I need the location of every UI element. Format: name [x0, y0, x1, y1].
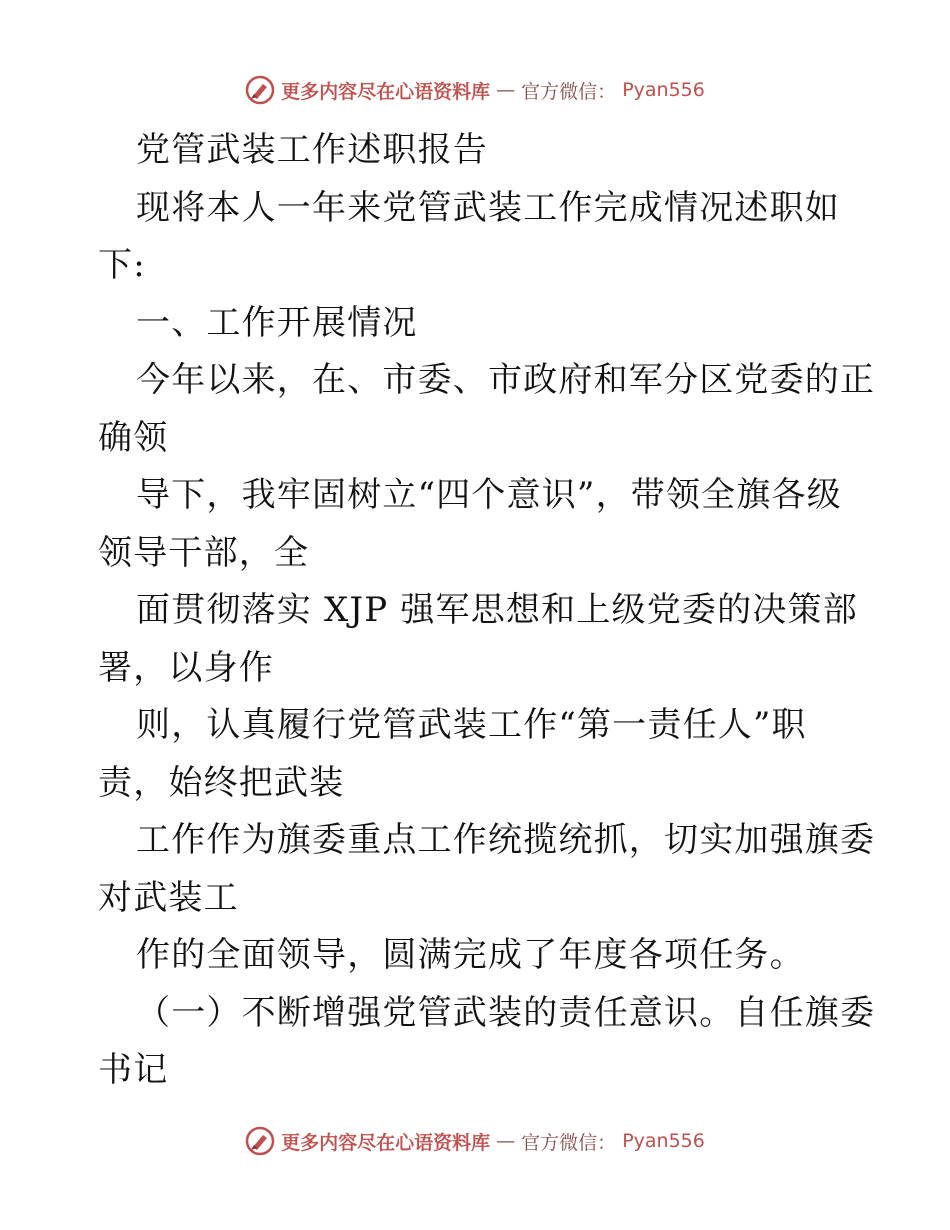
pen-logo-icon [245, 75, 275, 105]
watermark-id-text: Pyan556 [622, 79, 705, 101]
document-line: 责，始终把武装 [98, 762, 345, 803]
document-line: 导下，我牢固树立“四个意识”，带领全旗各级 [136, 475, 842, 515]
footer-watermark [0, 1121, 950, 1161]
document-line: 对武装工 [98, 877, 239, 918]
watermark-dash: — [496, 1130, 516, 1152]
document-line: 则，认真履行党管武装工作“第一责任人”职 [136, 705, 807, 745]
watermark-sub-text: 官方微信： [521, 80, 617, 103]
document-line: 领导干部，全 [98, 532, 310, 573]
document-line: 一、工作开展情况 [136, 302, 418, 343]
document-line: 署，以身作 [98, 647, 274, 688]
document-line: 面贯彻落实 XJP 强军思想和上级党委的决策部 [136, 590, 858, 630]
watermark-id-text: Pyan556 [622, 1130, 705, 1152]
watermark-main-text: 更多内容尽在心语资料库 [281, 80, 491, 103]
pen-logo-icon [245, 1126, 275, 1156]
document-line: 下: [98, 245, 146, 285]
document-line: 党管武装工作述职报告 [136, 130, 488, 170]
header-watermark [0, 70, 950, 110]
document-line: 工作作为旗委重点工作统揽统抓，切实加强旗委 [136, 820, 876, 860]
document-body [98, 122, 876, 1100]
watermark-dash: — [496, 79, 516, 101]
document-line: 确领 [98, 417, 169, 458]
document-line: 今年以来，在、市委、市政府和军分区党委的正 [136, 360, 876, 400]
document-line: 作的全面领导，圆满完成了年度各项任务。 [136, 935, 805, 975]
document-line: 现将本人一年来党管武装工作完成情况述职如 [136, 187, 840, 228]
document-line: （一）不断增强党管武装的责任意识。自任旗委 [136, 992, 876, 1033]
watermark-sub-text: 官方微信： [521, 1131, 617, 1154]
watermark-main-text: 更多内容尽在心语资料库 [281, 1131, 491, 1154]
document-line: 书记 [98, 1050, 169, 1090]
